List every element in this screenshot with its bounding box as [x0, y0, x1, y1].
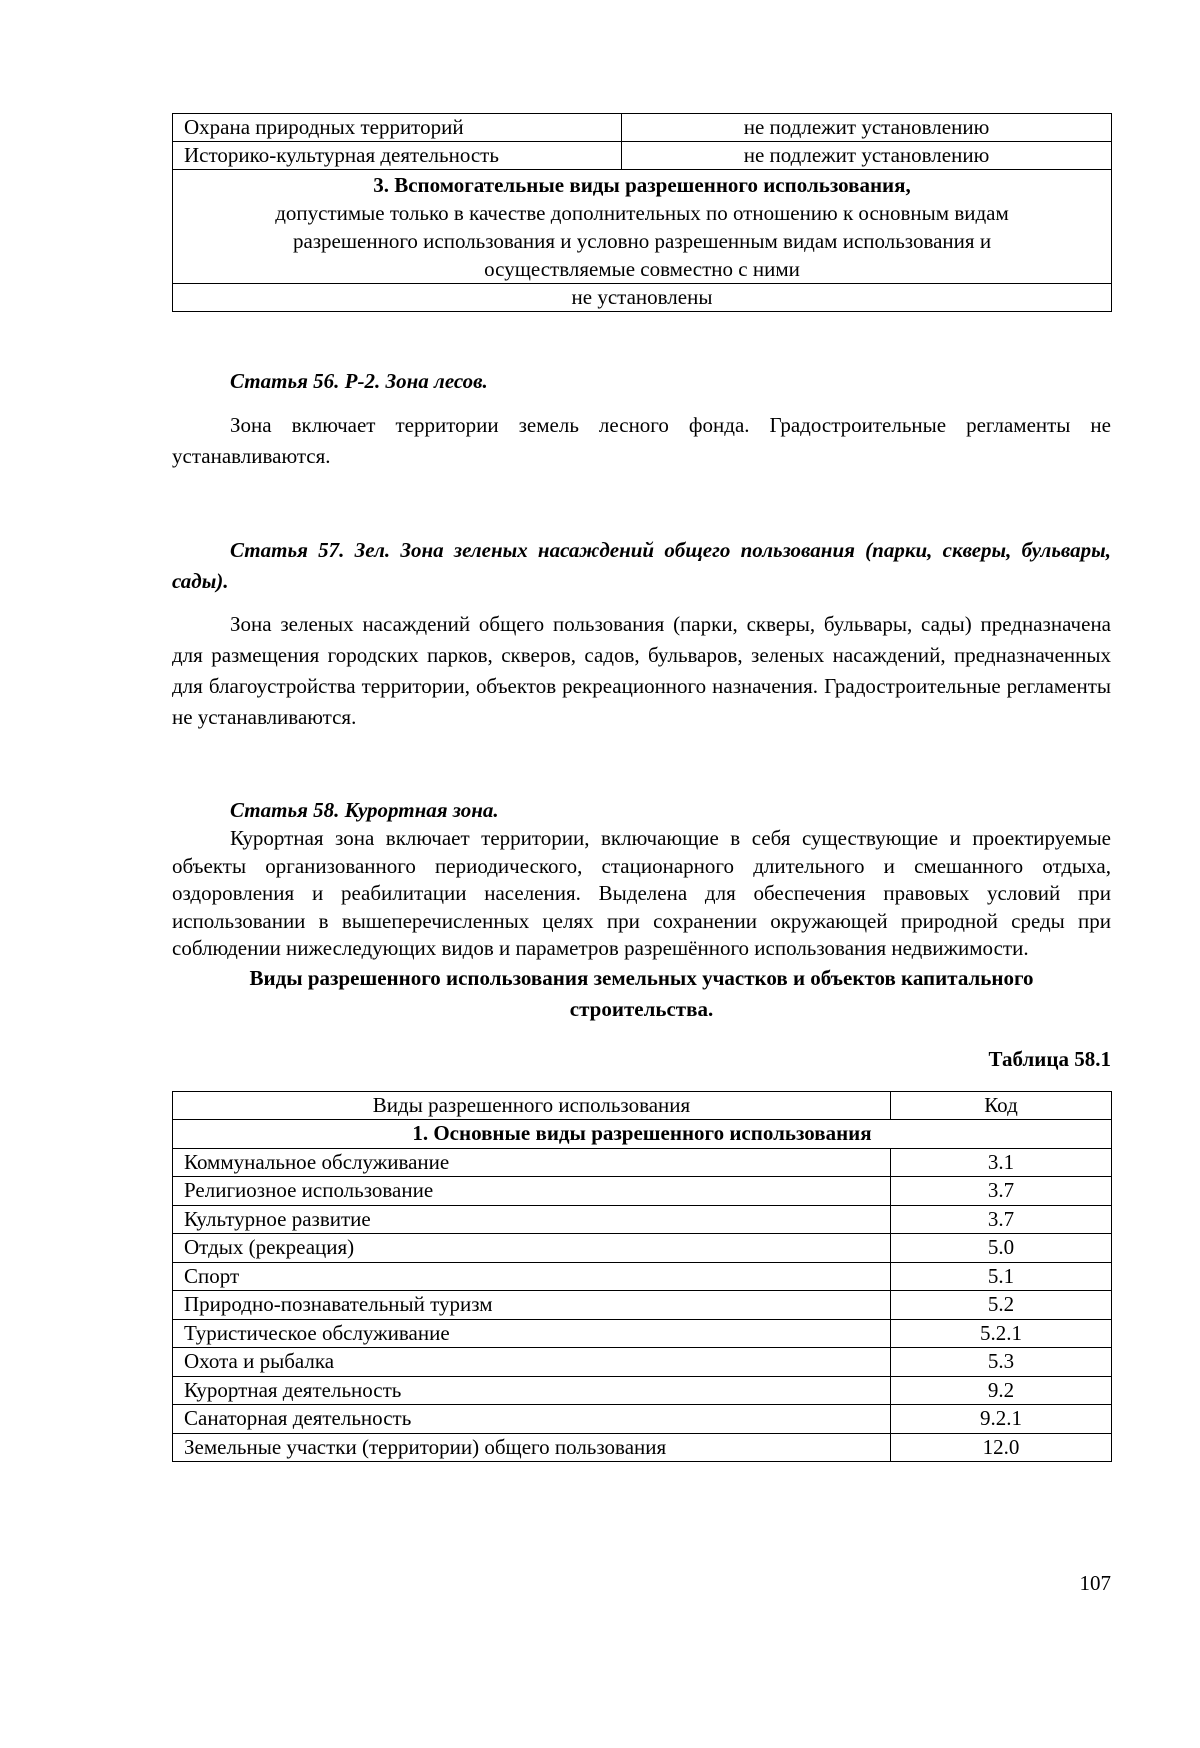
page-number: 107: [1079, 1571, 1111, 1595]
cell-name: Санаторная деятельность: [173, 1405, 891, 1434]
article-58-text: Курортная зона включает территории, включающие в себя существующие и проектируемые объекты организованного периодического, стационарного длительного и смешанного отдыха, оздоровления и реабилитации населения. Выделена для обеспечения правовых условий при использовании в вышеперечисленных целях при сохранении окружающей природной среды при соблюдении нижеследующих видов и параметров разрешённого использования недвижимости.: [172, 826, 1111, 960]
table-row: [173, 1205, 1112, 1234]
table-row: [173, 1319, 1112, 1348]
section-title: 1. Основные виды разрешенного использования: [173, 1120, 1112, 1149]
cell-name: Туристическое обслуживание: [173, 1319, 891, 1348]
table-row: [173, 1376, 1112, 1405]
table-row: [173, 114, 1112, 142]
article-57-heading: Статья 57. Зел. Зона зеленых насаждений общего пользования (парки, скверы, бульвары, сады).: [172, 538, 1111, 593]
cell-code: 3.7: [891, 1177, 1112, 1206]
table-section-row: [173, 170, 1112, 284]
cell-name: Отдых (рекреация): [173, 1234, 891, 1263]
cell-name: Охота и рыбалка: [173, 1348, 891, 1377]
cell-code: 5.2: [891, 1291, 1112, 1320]
table-row: [173, 1348, 1112, 1377]
article-58-heading: Статья 58. Курортная зона.: [230, 798, 499, 822]
table-row: [173, 1177, 1112, 1206]
cell-code: 5.0: [891, 1234, 1112, 1263]
cell-code: 12.0: [891, 1433, 1112, 1462]
cell-code: 3.7: [891, 1205, 1112, 1234]
table-row: [173, 284, 1112, 312]
table-row: [173, 1148, 1112, 1177]
table-row: [173, 1234, 1112, 1263]
types-title: Виды разрешенного использования земельных участков и объектов капитального строительства.: [249, 965, 1034, 1021]
cell-code: 5.3: [891, 1348, 1112, 1377]
header-code: Код: [891, 1091, 1112, 1120]
cell-name: Земельные участки (территории) общего пользования: [173, 1433, 891, 1462]
cell-code: 3.1: [891, 1148, 1112, 1177]
article-56-text: Зона включает территории земель лесного фонда. Градостроительные регламенты не устанавливаются.: [172, 413, 1111, 468]
cell-name: Коммунальное обслуживание: [173, 1148, 891, 1177]
cell-name: Культурное развитие: [173, 1205, 891, 1234]
table-top: [172, 113, 1112, 312]
cell-code: 9.2.1: [891, 1405, 1112, 1434]
table-row: [173, 1291, 1112, 1320]
section-desc: допустимые только в качестве дополнительных по отношению к основным видам разрешенного использования и условно разрешенным видам использования и осуществляемые совместно с ними: [275, 201, 1009, 281]
header-name: Виды разрешенного использования: [173, 1091, 891, 1120]
cell-code: 5.2.1: [891, 1319, 1112, 1348]
article-56-heading: Статья 56. Р-2. Зона лесов.: [230, 369, 488, 393]
document-page: [172, 113, 1111, 1462]
table-row: [173, 142, 1112, 170]
cell-code: 9.2: [891, 1376, 1112, 1405]
cell-name: Религиозное использование: [173, 1177, 891, 1206]
cell-name: Охрана природных территорий: [173, 114, 622, 142]
section-title: 3. Вспомогательные виды разрешенного использования,: [373, 173, 911, 197]
cell-name: Историко-культурная деятельность: [173, 142, 622, 170]
cell-value: не подлежит установлению: [622, 142, 1112, 170]
cell-value: не подлежит установлению: [622, 114, 1112, 142]
table-section-row: [173, 1120, 1112, 1149]
table-row: [173, 1433, 1112, 1462]
cell-name: Спорт: [173, 1262, 891, 1291]
cell-name: Природно-познавательный туризм: [173, 1291, 891, 1320]
cell-name: Курортная деятельность: [173, 1376, 891, 1405]
cell-code: 5.1: [891, 1262, 1112, 1291]
section-cell: [173, 170, 1112, 284]
table-row: [173, 1262, 1112, 1291]
section-value: не установлены: [173, 284, 1112, 312]
article-57-text: Зона зеленых насаждений общего пользования (парки, скверы, бульвары, сады) предназначена для размещения городских парков, скверов, садов, бульваров, зеленых насаждений, предназначенных для благоустройства территории, объектов рекреационного назначения. Градостроительные регламенты не устанавливаются.: [172, 612, 1111, 729]
table-name: Таблица 58.1: [988, 1046, 1111, 1071]
table-58-1: [172, 1091, 1112, 1463]
table-header-row: [173, 1091, 1112, 1120]
table-row: [173, 1405, 1112, 1434]
